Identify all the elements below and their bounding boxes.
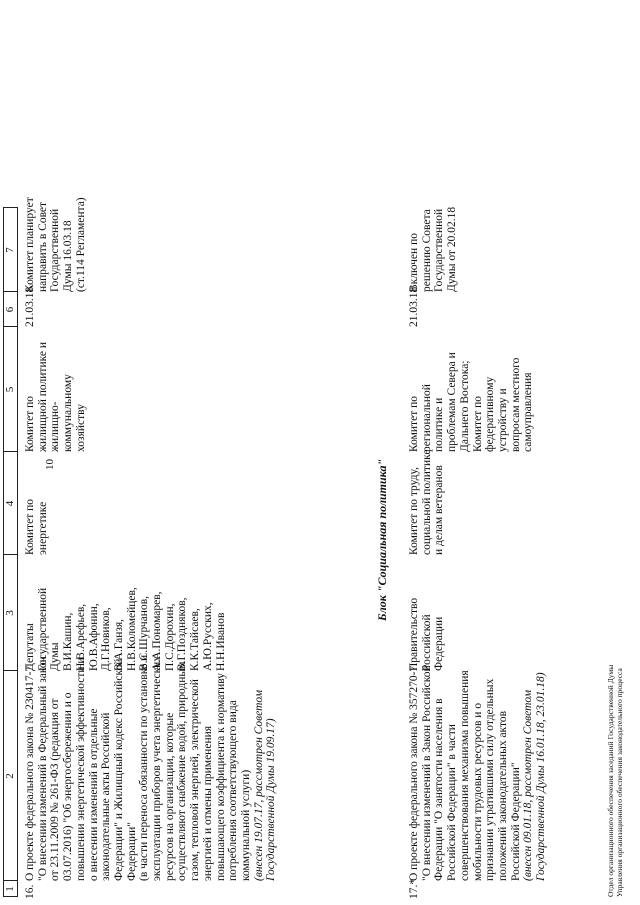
row16-co-committee-line: хозяйству: [74, 404, 87, 452]
row16-initiator-line: В.С.Шурчанов,: [138, 595, 151, 671]
row16-description-line: о внесении изменений в отдельные: [87, 708, 100, 881]
row17-co-committee-line: устройству и: [496, 388, 509, 452]
row17-description-line: признании утратившими силу отдельных: [484, 678, 497, 881]
footer-note: [606, 665, 624, 897]
row16-co-committee-line: жилищной политике и: [36, 341, 49, 452]
row17-co-committee: [408, 352, 535, 452]
header-divider: [3, 291, 18, 292]
row17-co-committee-line: Дальнего Востока;: [458, 360, 471, 452]
row16-description-line: от 23.11.2009 № 261-ФЗ (редакция от: [49, 698, 62, 881]
row16-date: 21.03.18: [24, 286, 36, 327]
row17-description-line: "О внесении изменений в Закон Российской: [420, 665, 433, 881]
row16-initiator-line: А.Ю.Русских,: [201, 602, 214, 671]
header-divider: [3, 896, 18, 897]
header-divider: [3, 326, 18, 327]
row17-description-line: Российской Федерации" в части: [446, 724, 459, 881]
row16-note-line: Думы 16.03.18: [62, 220, 75, 292]
row17-description-line: совершенствования механизма повышения: [458, 670, 471, 881]
header-divider: [3, 880, 18, 881]
row16-initiator: [24, 587, 227, 671]
row16-note-line: Государственной: [49, 208, 62, 292]
row16-committee-line: Комитет по: [24, 499, 36, 555]
row16-initiator-line: Государственной: [36, 587, 49, 671]
row16-note-line: Комитет планирует: [24, 197, 36, 292]
row16-description-line: эксплуатации приборов учета энергетических: [151, 655, 164, 881]
row16-description-line: потребления соответствующего вида: [227, 700, 240, 881]
row17-co-committee-line: вопросам местного: [509, 357, 522, 452]
row16-note-line: (ст.114 Регламента): [74, 197, 87, 292]
header-col-5: 5: [4, 386, 16, 393]
row16-initiator-line: В.Г.Поздняков,: [176, 597, 189, 671]
row16-description-line: газом, тепловой энергией, электрической: [189, 679, 202, 881]
row17-description-line: положений законодательных актов: [496, 710, 509, 881]
row16-description-line: Федерации" и Жилищный кодекс Российской: [112, 658, 125, 881]
header-col-4: 4: [4, 500, 16, 507]
row17-number: 17.*: [408, 878, 420, 899]
row17-initiator-line: Российской: [420, 614, 433, 671]
row16-description-line: повышении энергетической эффективности и: [74, 657, 87, 881]
row17-description-line: Российской Федерации": [509, 762, 522, 881]
row16-description-line: О проекте федерального закона № 230417-7: [24, 665, 36, 881]
header-top-rule: [3, 207, 4, 897]
row17-description-line: О проекте федерального закона № 357270-7: [408, 665, 420, 881]
row16-description: [24, 655, 278, 881]
row16-initiator-line: А.А.Пономарев,: [151, 591, 164, 671]
row17-co-committee-line: Комитет по: [408, 396, 420, 452]
row16-co-committee-line: Комитет по: [24, 396, 36, 452]
row16-description-line: коммунальной услуги): [239, 769, 252, 881]
row16-initiator-line: Депутаты: [24, 623, 36, 671]
row17-note: [408, 207, 459, 292]
row16-co-committee-line: жилищно-: [49, 401, 62, 452]
row16-description-line: повышающего коэффициента к нормативу: [214, 672, 227, 881]
row16-description-line: 03.07.2016) "Об энергосбережении и о: [62, 692, 75, 881]
row17-note-line: Государственной: [433, 208, 446, 292]
row16-description-note-line: (внесен 19.07.17, рассмотрен Советом: [252, 689, 265, 881]
row17-co-committee-line: региональной: [420, 384, 433, 452]
header-col-1: 1: [4, 886, 16, 892]
row17-co-committee-line: Комитет по: [471, 396, 484, 452]
row17-initiator-line: Федерации: [433, 616, 446, 671]
header-col-3: 3: [4, 610, 16, 616]
row17-co-committee-line: самоуправления: [522, 372, 535, 452]
page-number: 10: [44, 459, 56, 470]
row16-note: [24, 197, 88, 292]
row17-committee-line: и делам ветеранов: [433, 465, 446, 555]
header-col-2: 2: [4, 773, 16, 779]
row16-description-line: осуществляют снабжение водой, природным: [176, 661, 189, 881]
row17-co-committee-line: федеративному: [484, 376, 497, 452]
row16-initiator-line: Д.Г.Новиков,: [100, 607, 113, 671]
row17-co-committee-line: проблемам Севера и: [446, 352, 459, 452]
row16-description-line: энергией и отмены применения: [201, 725, 214, 881]
row16-initiator-line: В.И.Кашин,: [62, 612, 75, 671]
row16-initiator-line: Н.В.Арефьев,: [74, 603, 87, 671]
row16-initiator-line: Н.В.Коломейцев,: [125, 587, 138, 671]
row16-initiator-line: Думы: [49, 642, 62, 671]
row16-initiator-line: К.К.Тайсаев,: [189, 608, 202, 671]
row16-description-line: Федерации": [125, 821, 138, 881]
row16-number: 16.: [24, 884, 36, 899]
row16-description-line: ресурсов на организации, которые: [163, 712, 176, 881]
row17-co-committee-line: политике и: [433, 397, 446, 452]
row16-note-line: направить в Совет: [36, 201, 49, 292]
row16-initiator-line: В.А.Ганзя,: [112, 618, 125, 671]
row17-initiator-line: Правительство: [408, 597, 420, 671]
row17-note-line: решению Совета: [420, 209, 433, 292]
row17-description-line: Федерации "О занятости населения в: [433, 698, 446, 881]
block-title: Блок "Социальная политика": [375, 458, 389, 621]
row17-committee: [408, 449, 446, 555]
header-col-7: 7: [4, 247, 16, 253]
row17-note-line: Думы от 20.02.18: [446, 206, 459, 292]
row17-description: [408, 665, 548, 881]
row17-committee-line: Комитет по труду,: [408, 467, 420, 555]
row16-initiator-line: Н.Н.Иванов: [214, 612, 227, 671]
row16-initiator-line: Ю.В.Афонин,: [87, 603, 100, 671]
row16-committee-line: энергетике: [36, 501, 49, 555]
row17-note-line: Включен по: [408, 233, 420, 292]
row16-description-line: (в части переноса обязанности по установке и: [138, 654, 151, 881]
row16-description-line: "О внесении изменений в Федеральный закон: [36, 656, 49, 881]
footer-line: Отдел организационного обеспечения заседаний Государственной Думы: [606, 664, 615, 897]
row16-co-committee: [24, 342, 88, 452]
row17-initiator: [408, 598, 446, 671]
row16-description-note-line: Государственной Думы 19.09.17): [265, 718, 278, 881]
header-divider: [3, 554, 18, 555]
row16-initiator-line: П.С.Дорохин,: [163, 603, 176, 671]
footer-line: Управления организационного обеспечения законодательного процесса: [615, 668, 624, 897]
header-divider: [3, 451, 18, 452]
row17-description-note-line: Государственной Думы 16.01.18, 23.01.18): [535, 672, 548, 881]
header-divider: [3, 670, 18, 671]
row16-co-committee-line: коммунальному: [62, 374, 75, 452]
header-bottom-rule: [17, 207, 18, 897]
row17-description-note-line: (внесен 09.01.18, рассмотрен Советом: [522, 689, 535, 881]
header-divider: [3, 207, 18, 208]
row16-description-line: законодательные акты Российской: [100, 712, 113, 881]
header-col-6: 6: [4, 306, 16, 313]
row16-committee: [24, 499, 49, 555]
row17-description-line: мобильности трудовых ресурсов и о: [471, 702, 484, 881]
row17-committee-line: социальной политике: [420, 449, 433, 555]
row17-date: 21.03.18: [408, 286, 420, 327]
